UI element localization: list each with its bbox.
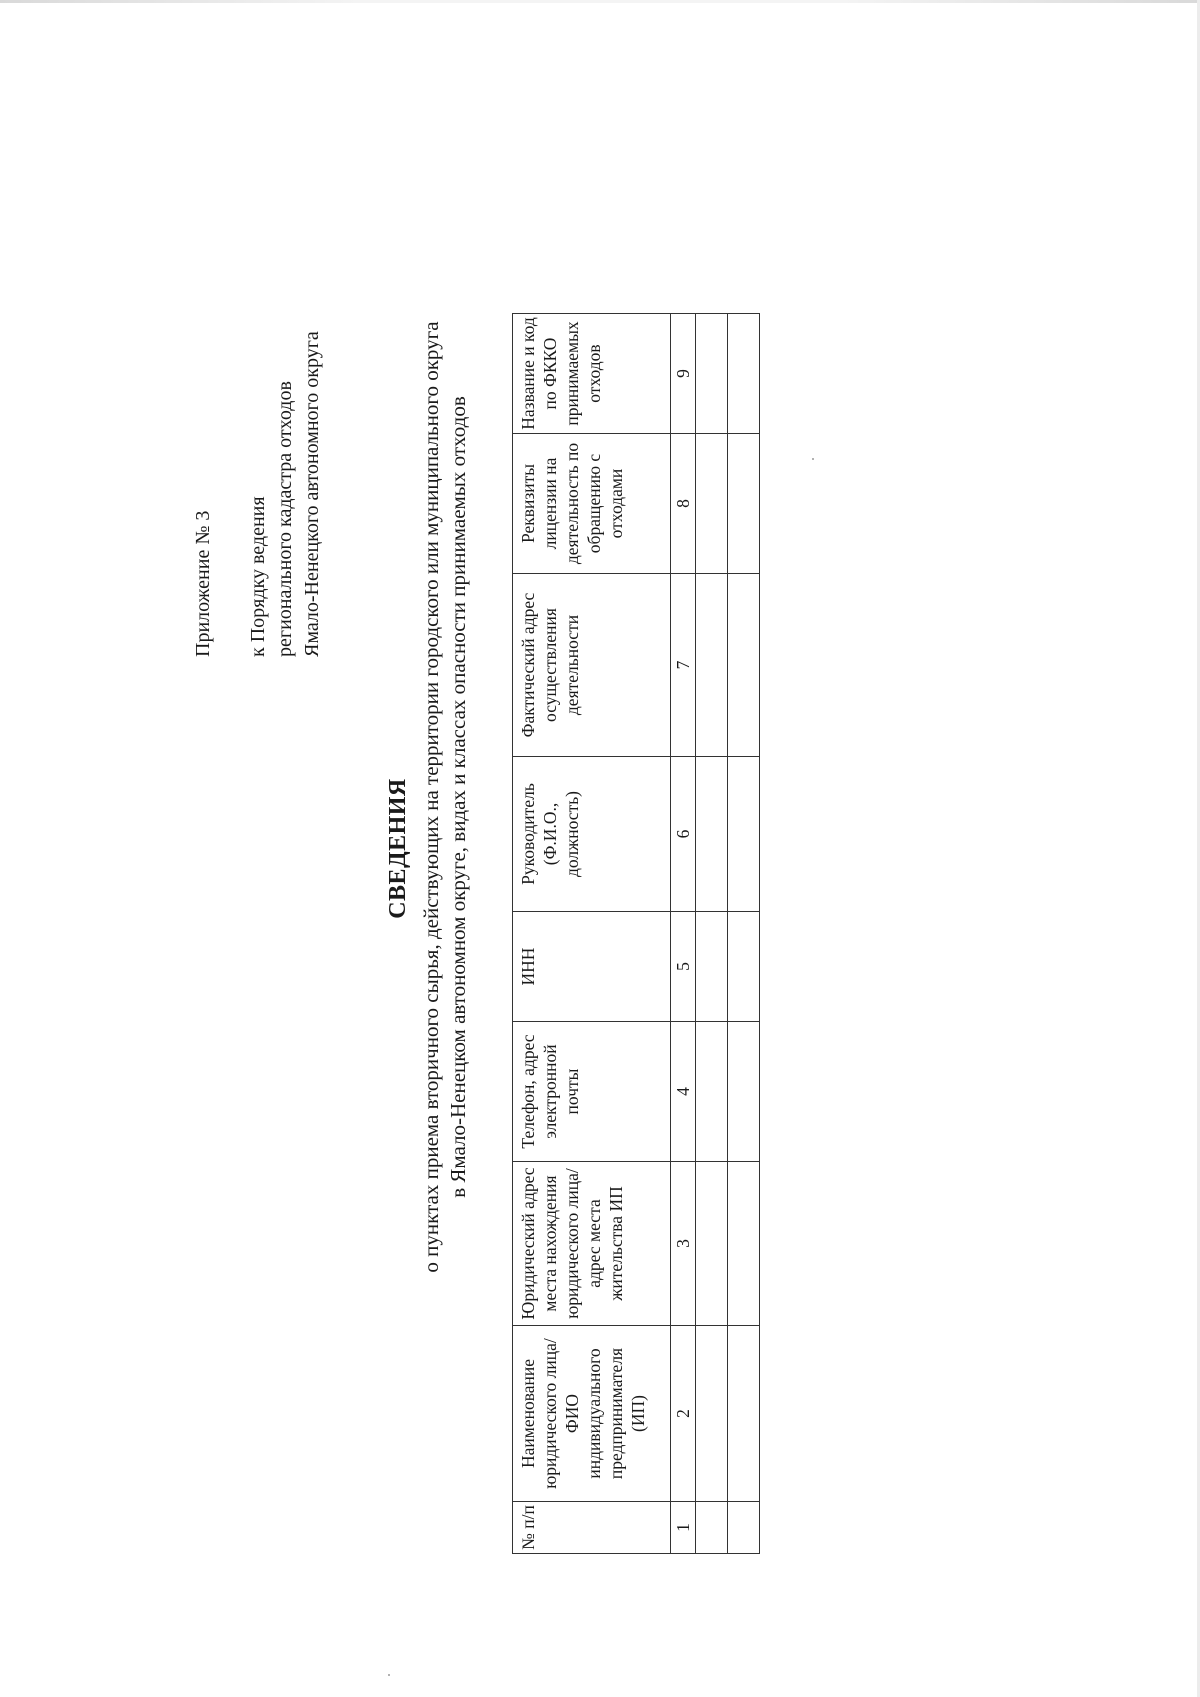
table-cell xyxy=(696,1326,728,1502)
column-header: Юридический адрес места нахождения юридического лица/адрес места жительства ИП xyxy=(513,1162,671,1326)
column-number: 2 xyxy=(671,1326,696,1502)
table-cell xyxy=(728,912,760,1022)
subtitle-line: о пунктах приема вторичного сырья, действующих на территории городского или муниципального округа xyxy=(419,321,443,1273)
document-subtitle xyxy=(418,297,472,1297)
table-cell xyxy=(728,1022,760,1162)
column-number: 9 xyxy=(671,314,696,434)
table-cell xyxy=(696,1022,728,1162)
table-cell xyxy=(728,434,760,574)
table-row xyxy=(728,314,760,1554)
column-header: Фактический адрес осуществления деятельности xyxy=(513,574,671,757)
column-header: Наименование юридического лица/ФИО индивидуального предпринимателя (ИП) xyxy=(513,1326,671,1502)
table-cell xyxy=(696,1502,728,1554)
column-number-row xyxy=(671,314,696,1554)
column-header: Название и код по ФККО принимаемых отходов xyxy=(513,314,671,434)
appendix-line: к Порядку ведения xyxy=(247,496,269,657)
table-cell xyxy=(728,314,760,434)
table-cell xyxy=(696,314,728,434)
column-header: Телефон, адрес электронной почты xyxy=(513,1022,671,1162)
table-cell xyxy=(728,1326,760,1502)
column-header: № п/п xyxy=(513,1502,671,1554)
document-title: СВЕДЕНИЯ xyxy=(385,778,411,919)
collection-points-table xyxy=(512,313,760,1554)
table-cell xyxy=(696,574,728,757)
table-header-row xyxy=(513,314,671,1554)
table-cell xyxy=(728,757,760,912)
table-cell xyxy=(696,912,728,1022)
appendix-number: Приложение № 3 xyxy=(192,510,214,657)
column-number: 3 xyxy=(671,1162,696,1326)
column-number: 7 xyxy=(671,574,696,757)
column-number: 6 xyxy=(671,757,696,912)
appendix-block xyxy=(190,331,326,657)
table-cell xyxy=(696,757,728,912)
appendix-line: регионального кадастра отходов xyxy=(274,381,296,657)
table-cell xyxy=(728,574,760,757)
table-cell xyxy=(696,1162,728,1326)
subtitle-line: в Ямало-Ненецком автономном округе, видах и классах опасности принимаемых отходов xyxy=(446,396,470,1198)
column-number: 1 xyxy=(671,1502,696,1554)
column-header: ИНН xyxy=(513,912,671,1022)
column-number: 8 xyxy=(671,434,696,574)
column-number: 4 xyxy=(671,1022,696,1162)
column-header: Реквизиты лицензии на деятельность по обращению с отходами xyxy=(513,434,671,574)
table-row xyxy=(696,314,728,1554)
column-number: 5 xyxy=(671,912,696,1022)
appendix-line: Ямало-Ненецкого автономного округа xyxy=(301,331,323,657)
table-cell xyxy=(728,1502,760,1554)
table-cell xyxy=(728,1162,760,1326)
column-header: Руководитель (Ф.И.О., должность) xyxy=(513,757,671,912)
table-cell xyxy=(696,434,728,574)
